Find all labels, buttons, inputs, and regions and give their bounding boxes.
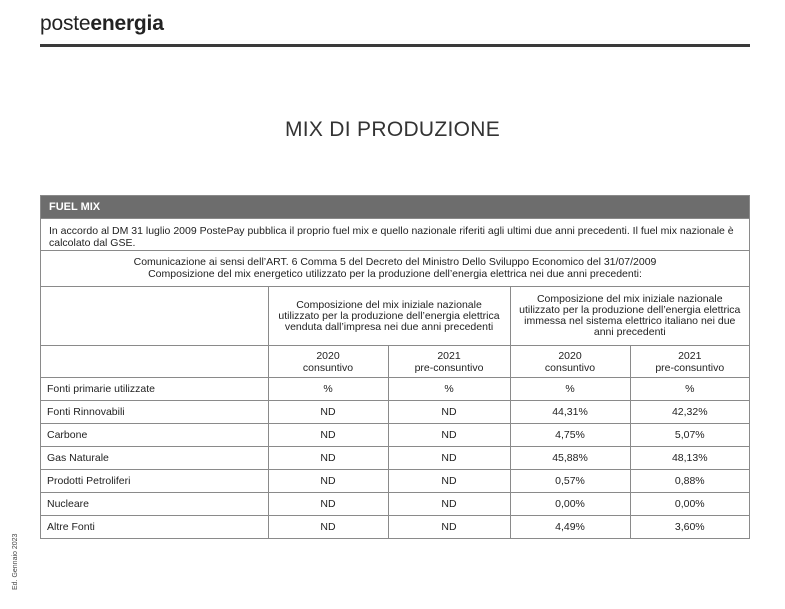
table-cell: 3,60% xyxy=(630,516,749,539)
table-row xyxy=(41,470,749,493)
fuel-mix-section xyxy=(40,195,750,539)
table-row xyxy=(41,424,749,447)
year-header-row xyxy=(41,346,749,378)
table-cell: ND xyxy=(388,493,510,516)
table-row xyxy=(41,447,749,470)
year-header xyxy=(630,346,749,378)
table-cell: 4,49% xyxy=(510,516,630,539)
row-label: Gas Naturale xyxy=(41,447,268,470)
table-cell: 48,13% xyxy=(630,447,749,470)
edition-note: Ed. Gennaio 2023 xyxy=(12,533,19,590)
table-cell: % xyxy=(630,378,749,401)
table-cell: 44,31% xyxy=(510,401,630,424)
year-header xyxy=(388,346,510,378)
communication-note xyxy=(41,250,749,286)
year-label: 2020 xyxy=(316,349,340,362)
year-type: pre-consuntivo xyxy=(655,361,725,374)
table-row xyxy=(41,516,749,539)
table-cell: ND xyxy=(388,401,510,424)
table-row xyxy=(41,378,749,401)
communication-line-1: Comunicazione ai sensi dell’ART. 6 Comma 5 del Decreto del Ministro Dello Sviluppo Economico del 31/07/2009 xyxy=(133,256,657,268)
table-cell: ND xyxy=(268,401,388,424)
table-cell: ND xyxy=(388,447,510,470)
row-label: Prodotti Petroliferi xyxy=(41,470,268,493)
table-cell: 0,88% xyxy=(630,470,749,493)
table-cell: ND xyxy=(268,447,388,470)
table-cell: % xyxy=(388,378,510,401)
table-cell: % xyxy=(510,378,630,401)
table-cell: ND xyxy=(268,493,388,516)
brand-logo xyxy=(40,12,164,36)
year-label: 2020 xyxy=(558,349,582,362)
table-cell: 0,00% xyxy=(630,493,749,516)
table-row xyxy=(41,401,749,424)
table-cell: 5,07% xyxy=(630,424,749,447)
year-label: 2021 xyxy=(437,349,461,362)
year-header xyxy=(268,346,388,378)
page-title: MIX DI PRODUZIONE xyxy=(284,118,501,141)
empty-year-cell xyxy=(41,346,268,378)
row-label: Fonti primarie utilizzate xyxy=(41,378,268,401)
row-label: Carbone xyxy=(41,424,268,447)
brand-logo-part-light: poste xyxy=(40,12,91,35)
table-cell: ND xyxy=(268,424,388,447)
row-label: Altre Fonti xyxy=(41,516,268,539)
table-cell: 42,32% xyxy=(630,401,749,424)
section-intro: In accordo al DM 31 luglio 2009 PostePay pubblica il proprio fuel mix e quello nazionale riferiti agli ultimi due anni precedenti. Il fuel mix nazionale è calcolato dal GSE. xyxy=(41,218,749,250)
fuel-mix-table xyxy=(41,286,749,538)
table-cell: 45,88% xyxy=(510,447,630,470)
group-header-company: Composizione del mix iniziale nazionale utilizzato per la produzione dell’energia elettrica venduta dall’impresa nei due anni precedenti xyxy=(268,287,510,346)
table-cell: % xyxy=(268,378,388,401)
table-cell: ND xyxy=(388,470,510,493)
communication-line-2: Composizione del mix energetico utilizzato per la produzione dell’energia elettrica nei due anni precedenti: xyxy=(148,268,642,280)
year-type: consuntivo xyxy=(302,361,354,374)
year-header xyxy=(510,346,630,378)
table-cell: 4,75% xyxy=(510,424,630,447)
table-cell: ND xyxy=(388,516,510,539)
table-cell: 0,57% xyxy=(510,470,630,493)
header-divider xyxy=(40,44,750,47)
table-cell: ND xyxy=(268,470,388,493)
year-type: pre-consuntivo xyxy=(414,361,484,374)
table-cell: ND xyxy=(268,516,388,539)
group-header-row xyxy=(41,287,749,346)
section-header: FUEL MIX xyxy=(41,196,749,218)
group-header-national: Composizione del mix iniziale nazionale utilizzato per la produzione dell’energia elettrica immessa nel sistema elettrico italiano nei due anni precedenti xyxy=(510,287,749,346)
table-cell: 0,00% xyxy=(510,493,630,516)
year-label: 2021 xyxy=(678,349,702,362)
row-label: Fonti Rinnovabili xyxy=(41,401,268,424)
brand-logo-part-bold: energia xyxy=(90,12,164,35)
row-label: Nucleare xyxy=(41,493,268,516)
year-type: consuntivo xyxy=(544,361,596,374)
table-cell: ND xyxy=(388,424,510,447)
empty-header-cell xyxy=(41,287,268,346)
table-row xyxy=(41,493,749,516)
